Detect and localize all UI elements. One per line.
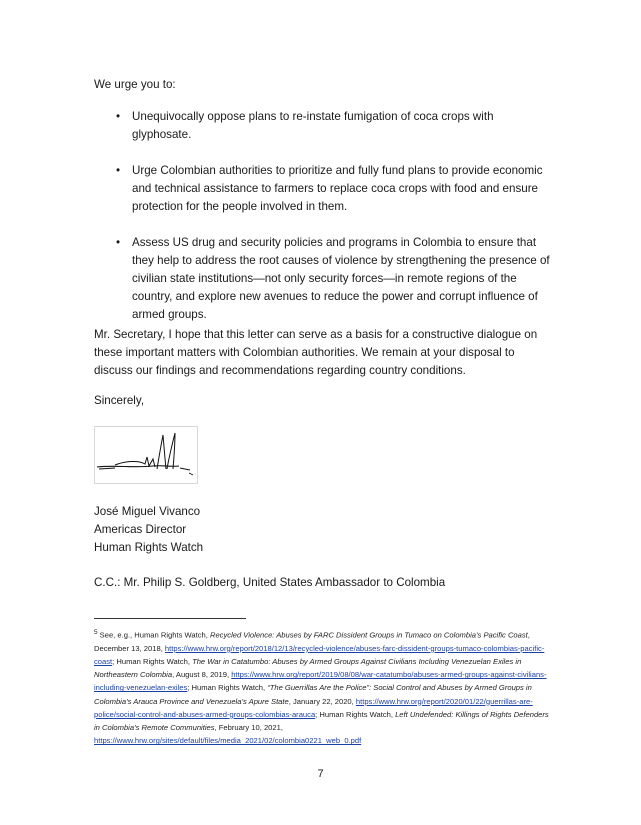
intro-text: We urge you to:: [94, 78, 176, 91]
footnote-text: , August 8, 2019,: [172, 670, 232, 680]
list-item: [94, 108, 554, 144]
signature-image: [94, 426, 198, 484]
footnote-text: ; Human Rights Watch,: [187, 683, 268, 693]
footnote-marker: 5: [94, 629, 98, 636]
report-link[interactable]: https://www.hrw.org/report/2019/08/08/war-catatumbo/abuses-armed-groups-against-civilians-including-venezuelan-exiles: [94, 670, 547, 693]
handwritten-signature: [95, 427, 197, 483]
footnote-text: ; Human Rights Watch,: [315, 709, 396, 719]
signatory-title: Americas Director: [94, 523, 187, 536]
list-item: [94, 234, 554, 324]
page-number: 7: [317, 768, 324, 780]
footnote-text: , February 10, 2021,: [214, 722, 283, 732]
closing-paragraph: Mr. Secretary, I hope that this letter can serve as a basis for a constructive dialogue on these important matters with Colombian authorities. We remain at your disposal to discuss our findings and recommendations regarding country conditions.: [94, 328, 538, 377]
report-title: The War in Catatumbo: Abuses by Armed Groups Against Civilians Including Venezuelan Exiles in Northeastern Colombia: [94, 656, 522, 680]
report-link[interactable]: https://www.hrw.org/report/2018/12/13/recycled-violence/abuses-farc-dissident-groups-tumaco-colombias-pacific-coast: [94, 643, 545, 666]
footnote-text: See, e.g., Human Rights Watch,: [99, 630, 210, 640]
bullet-icon: •: [116, 164, 121, 177]
bullet-icon: •: [116, 110, 121, 123]
report-link[interactable]: https://www.hrw.org/report/2020/01/22/guerrillas-are-police/social-control-and-abuses-armed-groups-colombias-arauca: [94, 696, 533, 719]
footnote-text: ; Human Rights Watch,: [112, 656, 193, 666]
signature-block: [94, 503, 203, 557]
bullet-text: Assess US drug and security policies and programs in Colombia to ensure that they help to address the root causes of violence by strengthening the presence of civilian state institutions—not only security forces—in remote regions of the country, and explore new avenues to reduce the power and corrupt influence of armed groups.: [132, 236, 550, 321]
signatory-organization: Human Rights Watch: [94, 541, 204, 554]
signatory-name: José Miguel Vivanco: [94, 505, 201, 518]
report-title: Left Undefended: Killings of Rights Defenders in Colombia’s Remote Communities: [94, 709, 549, 732]
bullet-icon: •: [116, 236, 121, 249]
salutation: Sincerely,: [94, 394, 145, 407]
footnote-text: , January 22, 2020,: [288, 696, 356, 706]
footnote-divider: [94, 618, 246, 619]
bullet-text: Unequivocally oppose plans to re-instate fumigation of coca crops with glyphosate.: [132, 110, 494, 141]
bullet-text: Urge Colombian authorities to prioritize and fully fund plans to provide economic and technical assistance to farmers to replace coca crops with food and ensure protection for the people involved in them.: [132, 164, 543, 213]
report-title: “The Guerrillas Are the Police”: Social Control and Abuses by Armed Groups in Colombia’s Arauca Province and Venezuela’s Apure State: [94, 683, 532, 706]
report-link[interactable]: https://www.hrw.org/sites/default/files/media_2021/02/colombia0221_web_0.pdf: [94, 736, 362, 746]
cc-line: C.C.: Mr. Philip S. Goldberg, United States Ambassador to Colombia: [94, 576, 446, 589]
report-title: Recycled Violence: Abuses by FARC Dissident Groups in Tumaco on Colombia’s Pacific Coast: [209, 630, 528, 640]
footnote: [94, 626, 549, 747]
recommendations-list: [94, 108, 554, 342]
footnote-text: , December 13, 2018,: [94, 630, 530, 653]
list-item: [94, 162, 554, 216]
